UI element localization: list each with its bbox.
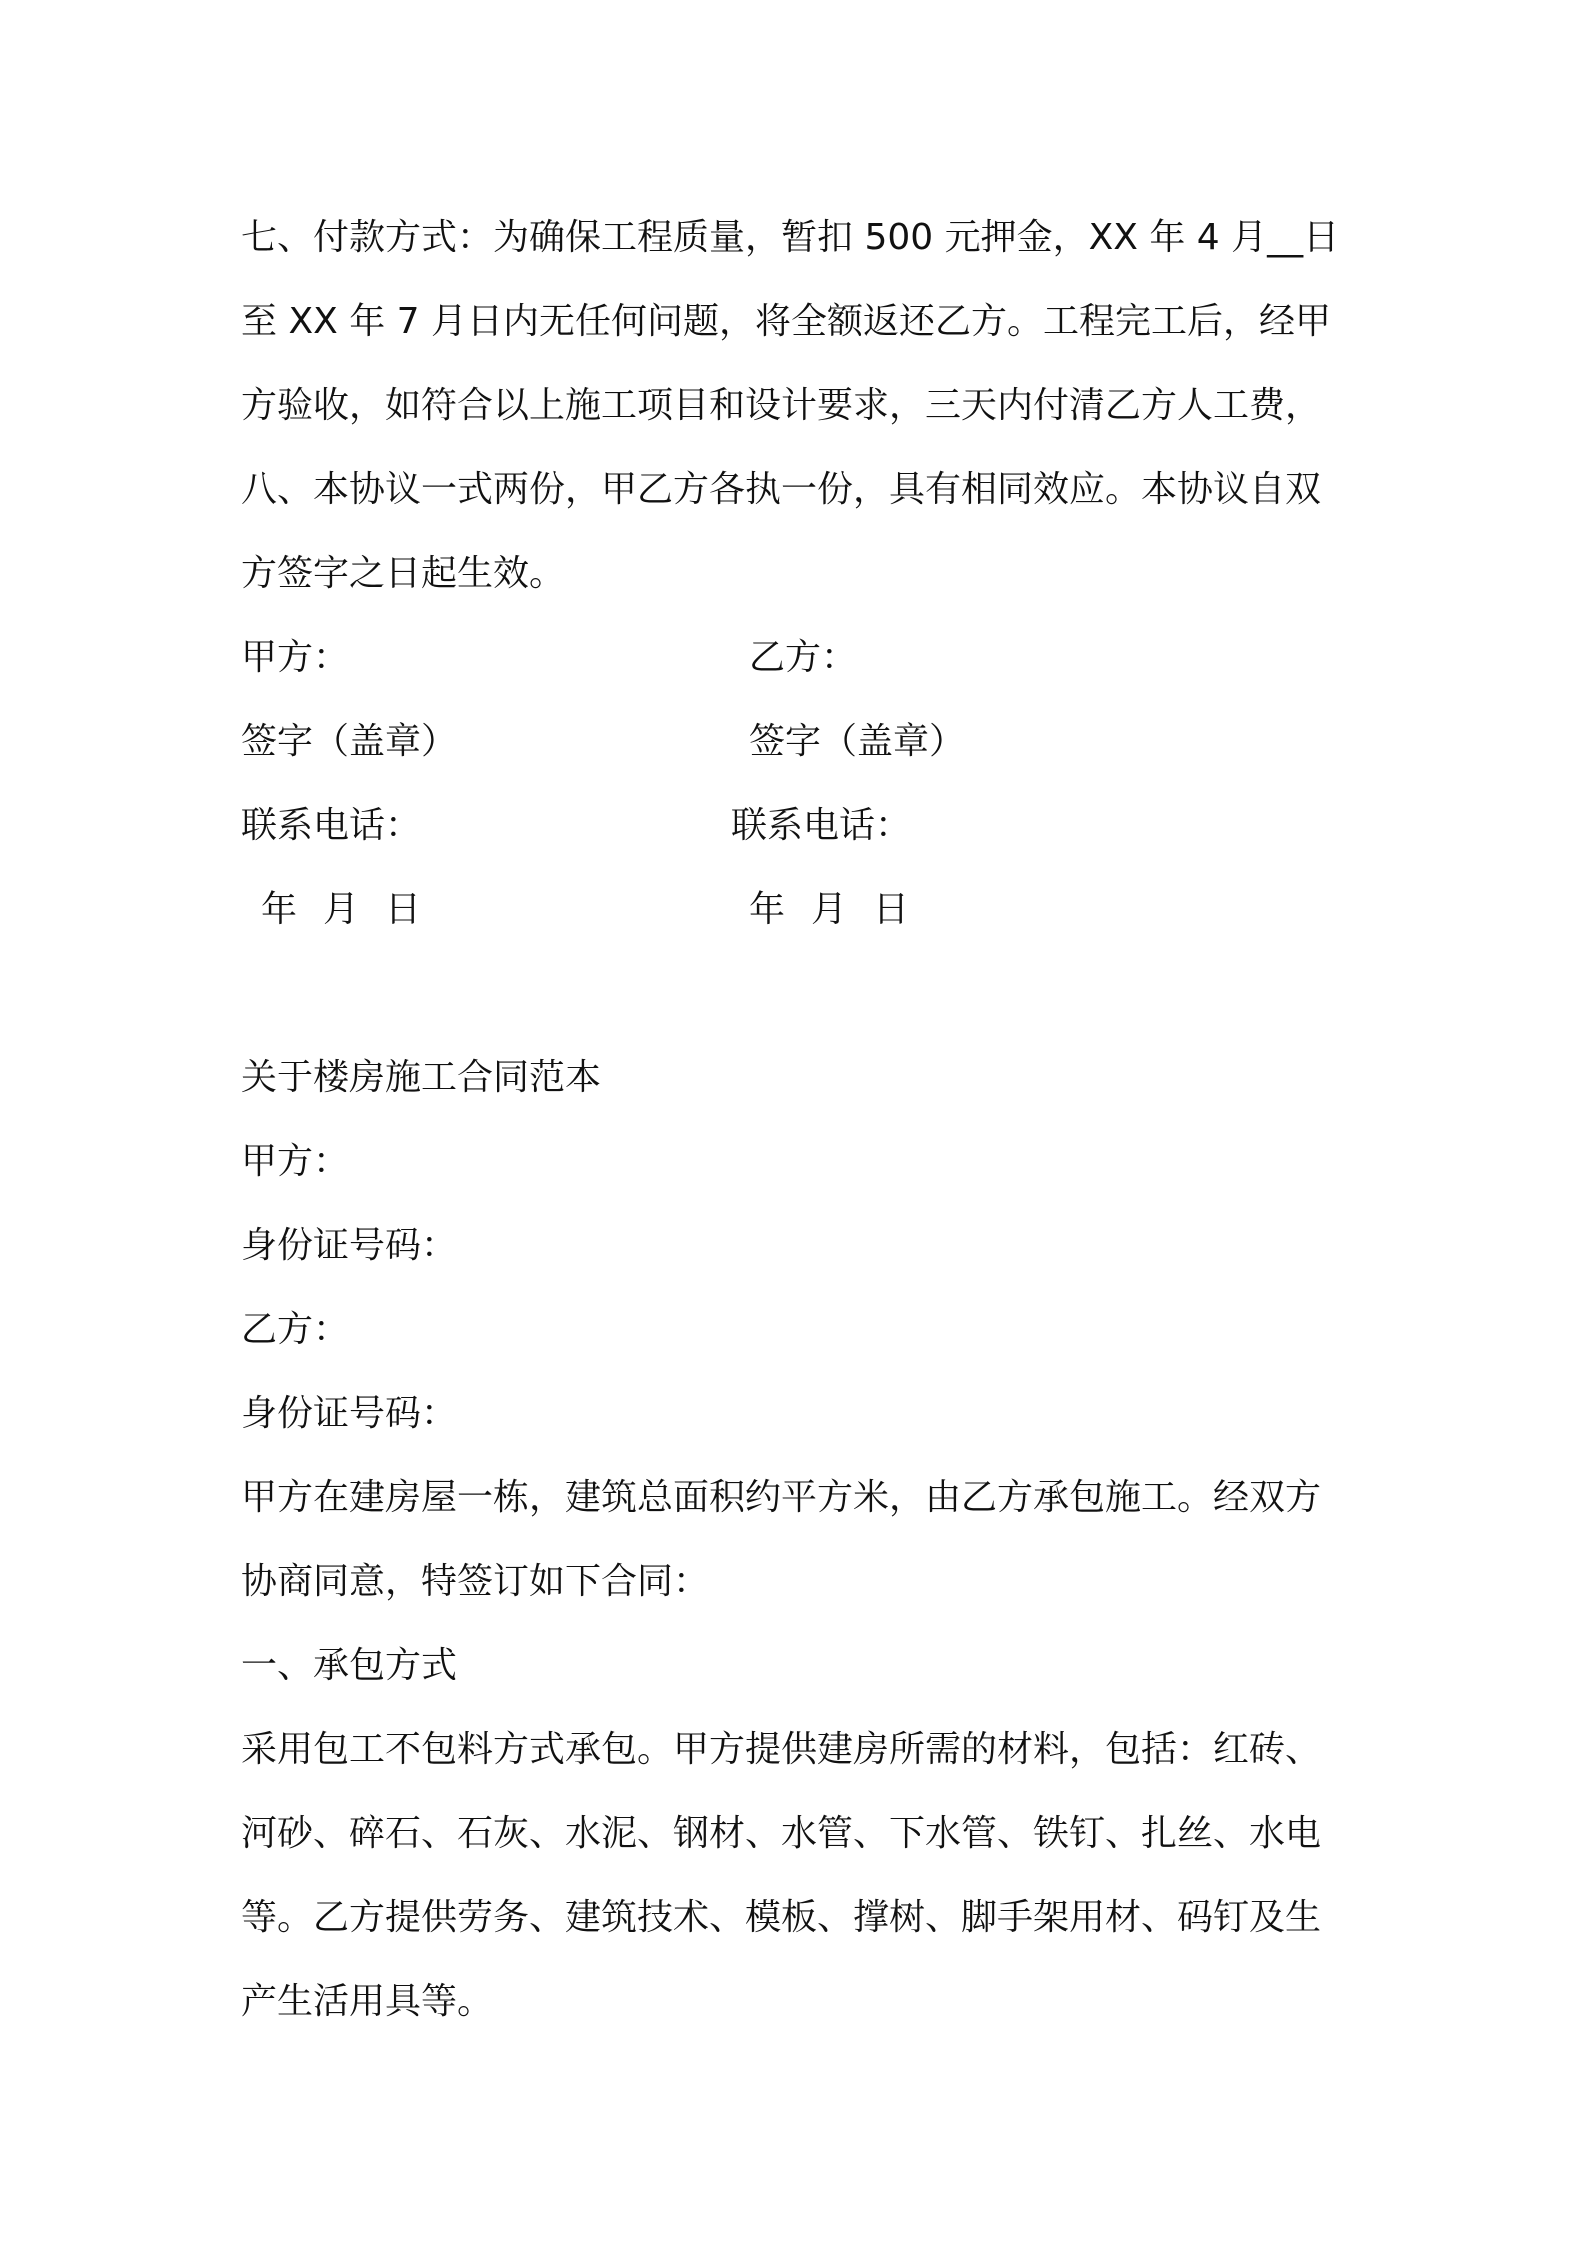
paragraph-line: 协商同意，特签订如下合同： [241,1561,710,1602]
party-a-seal-label: 签字（盖章） [241,721,458,762]
paragraph-line: 身份证号码： [241,1393,458,1434]
signature-party-row [241,616,1361,700]
party-b-label: 乙方： [749,637,858,678]
paragraph-line: 甲方： [241,1141,350,1182]
date-month-label: 月 [323,889,360,930]
party-b-date [749,868,909,952]
paragraph-line: 乙方： [241,1309,350,1350]
paragraph-line: 河砂、碎石、石灰、水泥、钢材、水管、下水管、铁钉、扎丝、水电 [241,1813,1322,1854]
date-day-label: 日 [385,889,422,930]
section-heading: 一、承包方式 [241,1645,458,1686]
party-a-label: 甲方： [241,637,350,678]
paragraph-line: 七、付款方式：为确保工程质量，暂扣 500 元押金，XX 年 4 月__日 [241,217,1340,258]
paragraph-line: 产生活用具等。 [241,1981,494,2022]
paragraph-line: 身份证号码： [241,1225,458,1266]
paragraph-line: 方验收，如符合以上施工项目和设计要求，三天内付清乙方人工费， [241,385,1322,426]
party-b-phone-label: 联系电话： [731,805,912,846]
paragraph-line: 至 XX 年 7 月日内无任何问题，将全额返还乙方。工程完工后，经甲 [241,301,1332,342]
party-a-date [261,868,421,952]
paragraph-line: 方签字之日起生效。 [241,553,566,594]
date-day-label: 日 [873,889,910,930]
document-body [241,196,1361,2044]
party-a-phone-label: 联系电话： [241,805,422,846]
paragraph-line: 八、本协议一式两份，甲乙方各执一份，具有相同效应。本协议自双 [241,469,1322,510]
contract-title: 关于楼房施工合同范本 [241,1057,602,1098]
date-year-label: 年 [749,889,786,930]
signature-phone-row [241,784,1361,868]
section-spacer [241,952,1361,1036]
party-b-seal-label: 签字（盖章） [749,721,966,762]
paragraph-line: 采用包工不包料方式承包。甲方提供建房所需的材料，包括：红砖、 [241,1729,1322,1770]
signature-date-row [241,868,1361,952]
paragraph-line: 甲方在建房屋一栋，建筑总面积约平方米，由乙方承包施工。经双方 [241,1477,1322,1518]
paragraph-line: 等。乙方提供劳务、建筑技术、模板、撑树、脚手架用材、码钉及生 [241,1897,1322,1938]
date-year-label: 年 [261,889,298,930]
signature-seal-row [241,700,1361,784]
date-month-label: 月 [811,889,848,930]
